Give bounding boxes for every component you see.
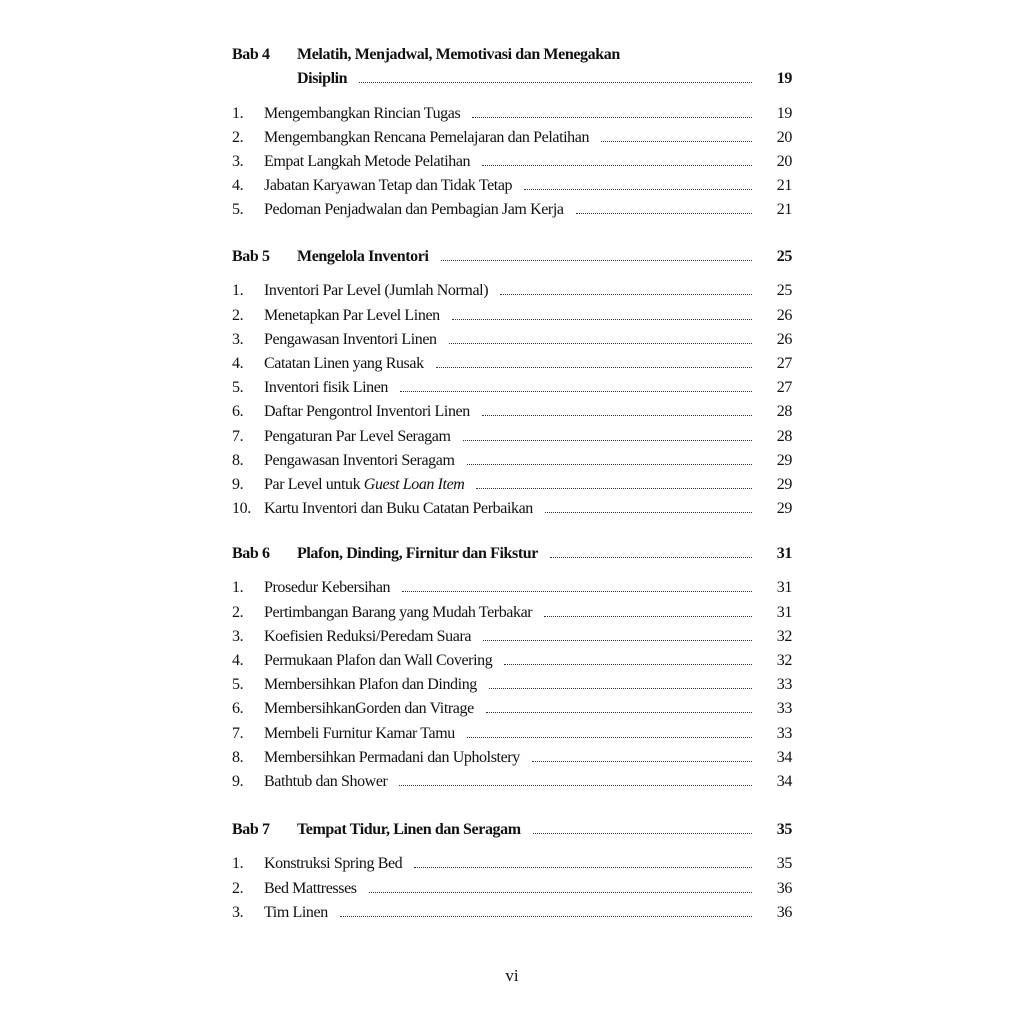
entry-title-text: Membeli Furnitur Kamar Tamu: [264, 724, 455, 742]
chapter-title-line2: Disiplin: [297, 70, 348, 88]
dot-leader: [414, 867, 752, 868]
entry-title-text: Koefisien Reduksi/Peredam Suara: [264, 627, 472, 645]
entry-title-text: Menetapkan Par Level Linen: [264, 306, 440, 324]
entry-title: [264, 476, 464, 494]
chapter-label: Bab 6: [232, 545, 270, 563]
toc-entry: [232, 123, 792, 147]
dot-leader: [532, 761, 752, 762]
chapter-title: Melatih, Menjadwal, Memotivasi dan Menegakan: [297, 46, 620, 64]
entry-number: 7.: [232, 724, 244, 742]
entry-page: 33: [776, 724, 792, 742]
chapter-heading: [232, 539, 792, 563]
entry-title: [264, 904, 328, 922]
entry-number: 5.: [232, 201, 244, 219]
dot-leader: [482, 165, 752, 166]
entry-number: 8.: [232, 451, 244, 469]
entry-page: 26: [776, 306, 792, 324]
entry-title-text: Membersihkan Permadani dan Upholstery: [264, 748, 520, 766]
entry-title: [264, 579, 390, 597]
dot-leader: [369, 892, 752, 893]
toc-entry: [232, 767, 792, 791]
entry-title-text: Par Level untuk: [264, 475, 364, 493]
entry-number: 3.: [232, 903, 244, 921]
entry-page: 25: [776, 282, 792, 300]
entry-title: [264, 773, 387, 791]
toc-entry: [232, 743, 792, 767]
dot-leader: [486, 712, 752, 713]
entry-page: 34: [776, 748, 792, 766]
dot-leader: [400, 391, 752, 392]
toc-entry: [232, 597, 792, 621]
entry-title: [264, 129, 589, 147]
entry-title: [264, 855, 402, 873]
dot-leader: [544, 616, 752, 617]
toc-entry: [232, 494, 792, 518]
dot-leader: [545, 512, 752, 513]
entry-title: [264, 452, 455, 470]
chapter-section: [232, 40, 792, 219]
toc-entry: [232, 849, 792, 873]
dot-leader: [500, 294, 752, 295]
entry-title-text: Pengawasan Inventori Linen: [264, 330, 437, 348]
toc-entry: [232, 898, 792, 922]
entry-title: [264, 177, 512, 195]
entry-page: 19: [776, 104, 792, 122]
entry-title-text: Catatan Linen yang Rusak: [264, 354, 424, 372]
toc-entry: [232, 373, 792, 397]
dot-leader: [441, 260, 753, 261]
entry-title-text: Permukaan Plafon dan Wall Covering: [264, 651, 493, 669]
dot-leader: [483, 640, 752, 641]
entry-title-text: Pedoman Penjadwalan dan Pembagian Jam Kerja: [264, 201, 564, 219]
entry-page: 34: [776, 772, 792, 790]
spacer: [232, 266, 792, 276]
toc-entry: [232, 694, 792, 718]
toc-entry: [232, 325, 792, 349]
chapter-title: Mengelola Inventori: [297, 248, 429, 266]
entry-page: 27: [776, 379, 792, 397]
dot-leader: [449, 343, 752, 344]
entry-title: [264, 676, 477, 694]
entry-page: 28: [776, 427, 792, 445]
entry-number: 4.: [232, 651, 244, 669]
entry-title-text: MembersihkanGorden dan Vitrage: [264, 700, 474, 718]
dot-leader: [550, 557, 752, 558]
entry-title: [264, 355, 424, 373]
dot-leader: [359, 82, 752, 83]
entry-title-text: Tim Linen: [264, 903, 328, 921]
dot-leader: [472, 117, 752, 118]
chapter-page: 35: [776, 821, 792, 839]
entry-title-text: Bathtub dan Shower: [264, 772, 388, 790]
entry-number: 6.: [232, 403, 244, 421]
entry-number: 2.: [232, 603, 244, 621]
entry-page: 20: [776, 128, 792, 146]
entry-title: [264, 428, 451, 446]
entry-number: 5.: [232, 379, 244, 397]
chapter-page: 19: [776, 70, 792, 88]
entry-page: 29: [776, 451, 792, 469]
entry-number: 3.: [232, 152, 244, 170]
entry-number: 1.: [232, 282, 244, 300]
toc-entry: [232, 147, 792, 171]
dot-leader: [576, 213, 752, 214]
toc-entry: [232, 446, 792, 470]
entry-number: 1.: [232, 855, 244, 873]
dot-leader: [399, 785, 752, 786]
entry-page: 21: [776, 177, 792, 195]
entry-number: 1.: [232, 104, 244, 122]
toc-entry: [232, 171, 792, 195]
toc-entry: [232, 718, 792, 742]
dot-leader: [452, 319, 752, 320]
entry-page: 28: [776, 403, 792, 421]
entry-number: 10.: [232, 500, 251, 518]
entry-page: 20: [776, 152, 792, 170]
entry-title: [264, 604, 532, 622]
entry-title-text: Membersihkan Plafon dan Dinding: [264, 676, 477, 694]
entry-title: [264, 105, 460, 123]
entry-page: 26: [776, 330, 792, 348]
chapter-heading-continued: [232, 64, 792, 88]
chapter-heading: [232, 815, 792, 839]
toc-entry: [232, 276, 792, 300]
entry-page: 32: [776, 627, 792, 645]
chapter-title: Plafon, Dinding, Firnitur dan Fikstur: [297, 545, 538, 563]
chapter-page: 25: [776, 248, 792, 266]
entry-title-text: Daftar Pengontrol Inventori Linen: [264, 403, 470, 421]
entry-page: 29: [776, 475, 792, 493]
chapter-heading: [232, 242, 792, 266]
entry-page: 35: [776, 855, 792, 873]
entry-page: 36: [776, 903, 792, 921]
spacer: [232, 839, 792, 849]
dot-leader: [436, 367, 752, 368]
entry-title: [264, 331, 437, 349]
toc-entry: [232, 670, 792, 694]
dot-leader: [402, 591, 752, 592]
chapter-section: [232, 242, 792, 518]
toc-entry: [232, 622, 792, 646]
entry-number: 9.: [232, 772, 244, 790]
entry-title: [264, 880, 357, 898]
entry-number: 4.: [232, 177, 244, 195]
chapter-page: 31: [776, 545, 792, 563]
entry-page: 27: [776, 354, 792, 372]
entry-number: 9.: [232, 475, 244, 493]
entry-number: 4.: [232, 354, 244, 372]
entry-title-text: Inventori Par Level (Jumlah Normal): [264, 282, 489, 300]
dot-leader: [467, 464, 752, 465]
entry-title: [264, 282, 488, 300]
toc-entry: [232, 470, 792, 494]
spacer: [232, 88, 792, 98]
chapter-heading: [232, 40, 792, 64]
entry-title: [264, 201, 564, 219]
entry-number: 1.: [232, 579, 244, 597]
entry-title-text: Kartu Inventori dan Buku Catatan Perbaikan: [264, 500, 533, 518]
entry-page: 21: [776, 201, 792, 219]
toc-entry: [232, 300, 792, 324]
dot-leader: [463, 440, 752, 441]
dot-leader: [467, 737, 752, 738]
dot-leader: [489, 688, 752, 689]
entry-number: 7.: [232, 427, 244, 445]
dot-leader: [533, 833, 752, 834]
entry-number: 5.: [232, 676, 244, 694]
entry-title-text: Inventori fisik Linen: [264, 379, 389, 397]
entry-title-text: Jabatan Karyawan Tetap dan Tidak Tetap: [264, 177, 513, 195]
dot-leader: [476, 488, 752, 489]
entry-number: 6.: [232, 700, 244, 718]
entry-title-text: Pengawasan Inventori Seragam: [264, 451, 455, 469]
toc-entry: [232, 397, 792, 421]
entry-title-text: Mengembangkan Rincian Tugas: [264, 104, 461, 122]
chapter-label: Bab 7: [232, 821, 270, 839]
chapter-title: Tempat Tidur, Linen dan Seragam: [297, 821, 521, 839]
entry-number: 3.: [232, 330, 244, 348]
entry-title-text: Mengembangkan Rencana Pemelajaran dan Pelatihan: [264, 128, 590, 146]
spacer: [232, 563, 792, 573]
entry-title: [264, 700, 474, 718]
page-number: vi: [505, 966, 519, 985]
entry-page: 33: [776, 676, 792, 694]
chapter-section: [232, 815, 792, 922]
entry-title-italic: Guest Loan Item: [363, 475, 465, 493]
entry-number: 2.: [232, 879, 244, 897]
entry-page: 31: [776, 579, 792, 597]
entry-title: [264, 379, 388, 397]
entry-title-text: Konstruksi Spring Bed: [264, 855, 403, 873]
entry-page: 36: [776, 879, 792, 897]
entry-title: [264, 153, 470, 171]
entry-number: 2.: [232, 306, 244, 324]
entry-title: [264, 652, 492, 670]
entry-title-text: Empat Langkah Metode Pelatihan: [264, 152, 471, 170]
toc-entry: [232, 573, 792, 597]
entry-page: 29: [776, 500, 792, 518]
entry-page: 32: [776, 651, 792, 669]
entry-number: 2.: [232, 128, 244, 146]
chapter-label: Bab 5: [232, 248, 270, 266]
entry-number: 3.: [232, 627, 244, 645]
entry-number: 8.: [232, 748, 244, 766]
entry-title: [264, 749, 520, 767]
entry-title: [264, 307, 440, 325]
dot-leader: [601, 141, 752, 142]
toc-entry: [232, 349, 792, 373]
entry-title: [264, 725, 455, 743]
dot-leader: [340, 916, 752, 917]
entry-page: 33: [776, 700, 792, 718]
toc-entry: [232, 195, 792, 219]
dot-leader: [524, 189, 752, 190]
entry-title: [264, 500, 533, 518]
toc-entry: [232, 873, 792, 897]
dot-leader: [482, 415, 752, 416]
toc-entry: [232, 421, 792, 445]
entry-page: 31: [776, 603, 792, 621]
entry-title: [264, 403, 470, 421]
entry-title-text: Pertimbangan Barang yang Mudah Terbakar: [264, 603, 533, 621]
chapter-label: Bab 4: [232, 46, 270, 64]
toc-entry: [232, 646, 792, 670]
toc-entry: [232, 98, 792, 122]
entry-title-text: Prosedur Kebersihan: [264, 579, 391, 597]
chapter-section: [232, 539, 792, 791]
entry-title-text: Pengaturan Par Level Seragam: [264, 427, 451, 445]
dot-leader: [504, 664, 752, 665]
entry-title: [264, 628, 471, 646]
entry-title-text: Bed Mattresses: [264, 879, 357, 897]
